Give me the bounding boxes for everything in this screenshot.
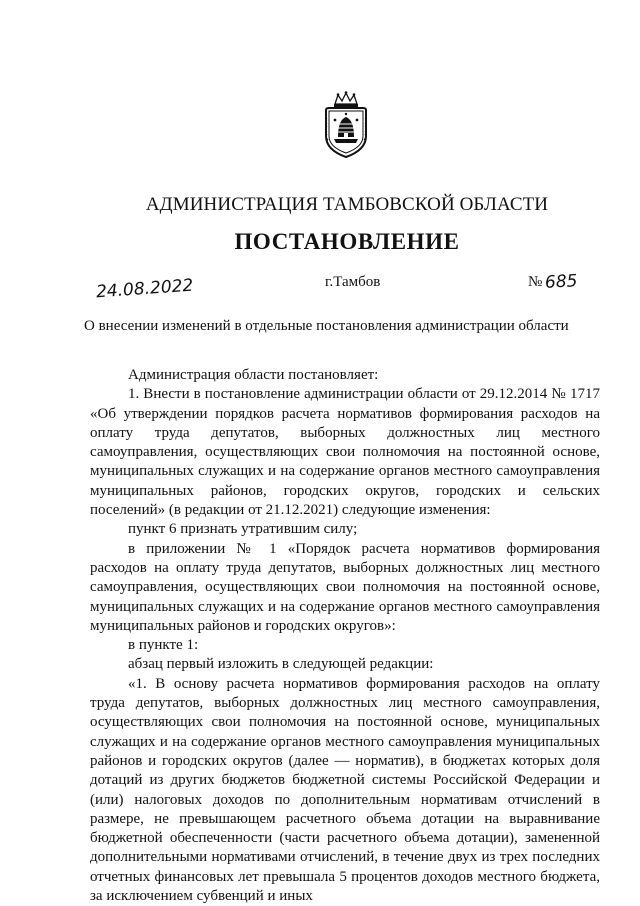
document-number: 685	[544, 271, 578, 293]
paragraph-point-1: в пункте 1:	[128, 637, 199, 654]
document-date: 24.08.2022	[95, 275, 194, 303]
document-title: ПОСТАНОВЛЕНИЕ	[234, 229, 460, 254]
paragraph-item-1: 1. Внести в постановление администрации области от 29.12.2014 № 1717 «Об утверждении порядков расчета нормативов формирования расходов на оплату труда депутатов, выборных должностных лиц местного самоуправления, осуществляющих свои полномочия на постоянной основе, муниципальных служащих и на содержание органов местного самоуправления муниципальных районов, городских округов, городских и сельских поселений» (в редакции от 21.12.2021) следующие изменения:	[90, 386, 600, 519]
document-city: г.Тамбов	[325, 274, 381, 290]
coat-of-arms-emblem	[321, 90, 371, 160]
paragraph-first-abzac: абзац первый изложить в следующей редакции:	[128, 656, 434, 673]
organization-name: АДМИНИСТРАЦИЯ ТАМБОВСКОЙ ОБЛАСТИ	[145, 194, 549, 215]
document-subject: О внесении изменений в отдельные постановления администрации области	[84, 318, 569, 334]
paragraph-new-text: «1. В основу расчета нормативов формирования расходов на оплату труда депутатов, выборных должностных лиц местного самоуправления, осуществляющих свои полномочия на постоянной основе, муниципальных служащих и на содержание органов местного самоуправления муниципальных районов и городских округов (далее — норматив), в бюджетах которых доля дотаций из других бюджетов бюджетной системы Российской Федерации и (или) налоговых доходов по дополнительным нормативам отчислений в размере, не превышающем расчетного объема дотации на выравнивание бюджетной обеспеченности (части расчетного объема дотации), замененной дополнительными нормативами отчислений, в течение двух из трех последних отчетных финансовых лет превышала 5 процентов доходов местного бюджета, за исключением субвенций и иных	[90, 675, 600, 905]
paragraph-item-6: пункт 6 признать утратившим силу;	[128, 521, 358, 538]
document-number-label: №	[528, 274, 543, 290]
document-body	[90, 366, 600, 906]
paragraph-appendix-1: в приложении № 1 «Порядок расчета нормативов формирования расходов на оплату труда депутатов, выборных должностных лиц местного самоуправления, осуществляющих свои полномочия на постоянной основе, муниципальных служащих и на содержание органов местного самоуправления муниципальных районов и городских округов»:	[90, 540, 600, 634]
paragraph-preamble: Администрация области постановляет:	[128, 367, 379, 383]
